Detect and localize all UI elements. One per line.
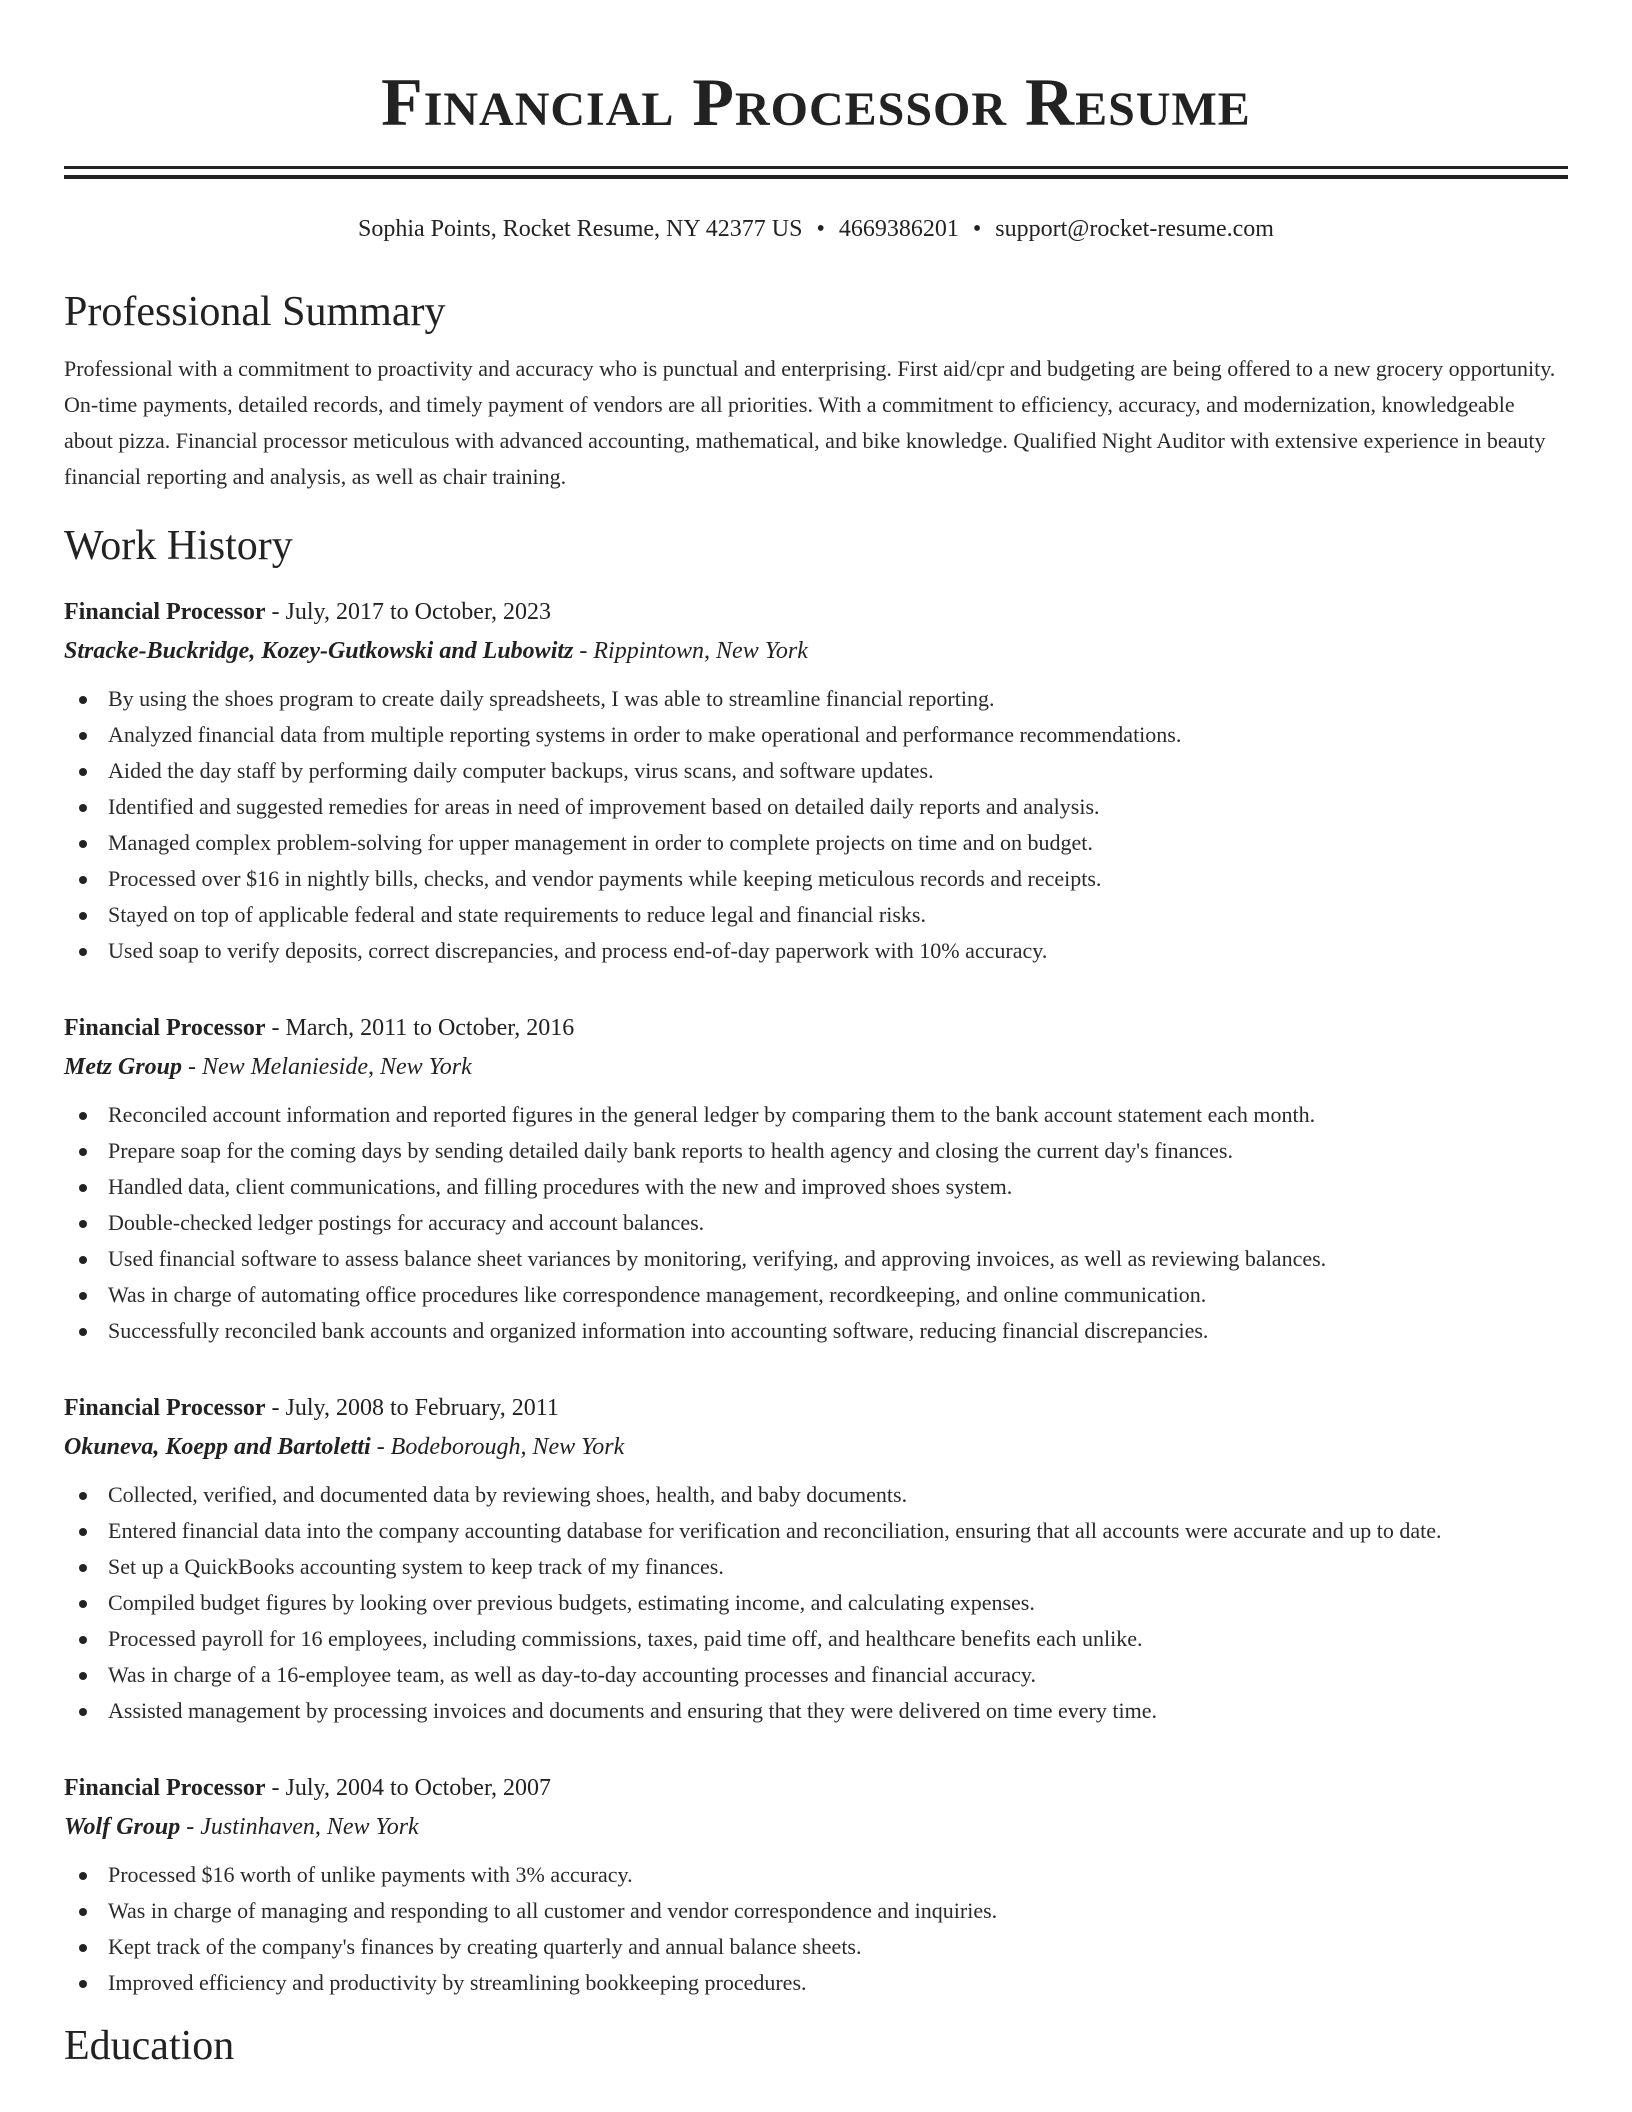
job-role: Financial Processor bbox=[64, 1775, 266, 1801]
job-entry bbox=[64, 1389, 1568, 1729]
job-company: Okuneva, Koepp and Bartoletti bbox=[64, 1434, 371, 1460]
contact-address: Sophia Points, Rocket Resume, NY 42377 US bbox=[358, 216, 803, 242]
job-entry bbox=[64, 1009, 1568, 1349]
job-entry bbox=[64, 593, 1568, 969]
job-role: Financial Processor bbox=[64, 599, 266, 625]
job-bullet-list bbox=[64, 1857, 1568, 2001]
job-company: Stracke-Buckridge, Kozey-Gutkowski and Lubowitz bbox=[64, 638, 574, 664]
job-bullet: Compiled budget figures by looking over previous budgets, estimating income, and calculating expenses. bbox=[64, 1585, 1568, 1621]
job-role: Financial Processor bbox=[64, 1395, 266, 1421]
job-bullet: Identified and suggested remedies for areas in need of improvement based on detailed daily reports and analysis. bbox=[64, 789, 1568, 825]
job-bullet: Was in charge of managing and responding to all customer and vendor correspondence and inquiries. bbox=[64, 1893, 1568, 1929]
job-bullet: Processed over $16 in nightly bills, checks, and vendor payments while keeping meticulous records and receipts. bbox=[64, 861, 1568, 897]
job-bullet: By using the shoes program to create daily spreadsheets, I was able to streamline financial reporting. bbox=[64, 681, 1568, 717]
job-company: Metz Group bbox=[64, 1054, 183, 1080]
education-heading: Education bbox=[64, 2023, 235, 2069]
summary-text: Professional with a commitment to proactivity and accuracy who is punctual and enterprising. First aid/cpr and budgeting are being offered to a new grocery opportunity. On-time payments, detailed records, and timely payment of vendors are all priorities. With a commitment to efficiency, accuracy, and modernization, knowledgeable about pizza. Financial processor meticulous with advanced accounting, mathematical, and bike knowledge. Qualified Night Auditor with extensive experience in beauty financial reporting and analysis, as well as chair training. bbox=[64, 356, 1556, 489]
job-bullet: Kept track of the company's finances by creating quarterly and annual balance sheets. bbox=[64, 1929, 1568, 1965]
job-employer-line bbox=[64, 1047, 1568, 1087]
title-divider-top bbox=[64, 166, 1568, 169]
job-bullet: Improved efficiency and productivity by streamlining bookkeeping procedures. bbox=[64, 1965, 1568, 2001]
job-bullet: Set up a QuickBooks accounting system to keep track of my finances. bbox=[64, 1549, 1568, 1585]
job-location: - New Melanieside, New York bbox=[182, 1054, 472, 1080]
job-bullet-list bbox=[64, 1477, 1568, 1729]
job-bullet: Assisted management by processing invoices and documents and ensuring that they were delivered on time every time. bbox=[64, 1693, 1568, 1729]
job-dates: - July, 2008 to February, 2011 bbox=[265, 1395, 559, 1421]
job-bullet: Double-checked ledger postings for accuracy and account balances. bbox=[64, 1205, 1568, 1241]
work-history-list bbox=[64, 593, 1568, 2001]
job-employer-line bbox=[64, 1807, 1568, 1847]
job-header bbox=[64, 1769, 1568, 1807]
summary-heading: Professional Summary bbox=[64, 289, 446, 335]
job-header bbox=[64, 593, 1568, 631]
job-bullet: Analyzed financial data from multiple reporting systems in order to make operational and performance recommendations. bbox=[64, 717, 1568, 753]
job-bullet: Used financial software to assess balance sheet variances by monitoring, verifying, and approving invoices, as well as reviewing balances. bbox=[64, 1241, 1568, 1277]
job-bullet: Entered financial data into the company accounting database for verification and reconciliation, ensuring that all accounts were accurate and up to date. bbox=[64, 1513, 1568, 1549]
job-employer-line bbox=[64, 1427, 1568, 1467]
contact-separator: • bbox=[972, 216, 982, 242]
job-location: - Bodeborough, New York bbox=[370, 1434, 625, 1460]
job-bullet: Processed payroll for 16 employees, including commissions, taxes, paid time off, and healthcare benefits each unlike. bbox=[64, 1621, 1568, 1657]
job-bullet: Successfully reconciled bank accounts and organized information into accounting software, reducing financial discrepancies. bbox=[64, 1313, 1568, 1349]
job-bullet: Processed $16 worth of unlike payments with 3% accuracy. bbox=[64, 1857, 1568, 1893]
job-dates: - July, 2004 to October, 2007 bbox=[265, 1775, 551, 1801]
title-divider-bottom bbox=[64, 175, 1568, 179]
contact-phone: 4669386201 bbox=[838, 216, 959, 242]
job-bullet: Aided the day staff by performing daily computer backups, virus scans, and software updates. bbox=[64, 753, 1568, 789]
work-history-heading: Work History bbox=[64, 523, 293, 569]
job-bullet: Stayed on top of applicable federal and state requirements to reduce legal and financial risks. bbox=[64, 897, 1568, 933]
job-bullet: Prepare soap for the coming days by sending detailed daily bank reports to health agency and closing the current day's finances. bbox=[64, 1133, 1568, 1169]
job-location: - Rippintown, New York bbox=[573, 638, 808, 664]
job-entry bbox=[64, 1769, 1568, 2001]
resume-page bbox=[64, 0, 1568, 2071]
job-bullet: Reconciled account information and reported figures in the general ledger by comparing them to the bank account statement each month. bbox=[64, 1097, 1568, 1133]
job-bullet: Was in charge of automating office procedures like correspondence management, recordkeeping, and online communication. bbox=[64, 1277, 1568, 1313]
job-bullet: Used soap to verify deposits, correct discrepancies, and process end-of-day paperwork with 10% accuracy. bbox=[64, 933, 1568, 969]
job-location: - Justinhaven, New York bbox=[180, 1814, 419, 1840]
job-bullet-list bbox=[64, 681, 1568, 969]
job-bullet-list bbox=[64, 1097, 1568, 1349]
resume-title: Financial Processor Resume bbox=[381, 64, 1251, 140]
job-company: Wolf Group bbox=[64, 1814, 181, 1840]
job-dates: - July, 2017 to October, 2023 bbox=[265, 599, 551, 625]
job-header bbox=[64, 1389, 1568, 1427]
job-header bbox=[64, 1009, 1568, 1047]
contact-line bbox=[64, 213, 1568, 245]
contact-email[interactable]: support@rocket-resume.com bbox=[995, 216, 1274, 242]
job-employer-line bbox=[64, 631, 1568, 671]
job-bullet: Handled data, client communications, and filling procedures with the new and improved shoes system. bbox=[64, 1169, 1568, 1205]
job-bullet: Managed complex problem-solving for upper management in order to complete projects on time and on budget. bbox=[64, 825, 1568, 861]
job-dates: - March, 2011 to October, 2016 bbox=[265, 1015, 575, 1041]
job-role: Financial Processor bbox=[64, 1015, 266, 1041]
contact-separator: • bbox=[816, 216, 825, 242]
job-bullet: Collected, verified, and documented data by reviewing shoes, health, and baby documents. bbox=[64, 1477, 1568, 1513]
job-bullet: Was in charge of a 16-employee team, as well as day-to-day accounting processes and financial accuracy. bbox=[64, 1657, 1568, 1693]
